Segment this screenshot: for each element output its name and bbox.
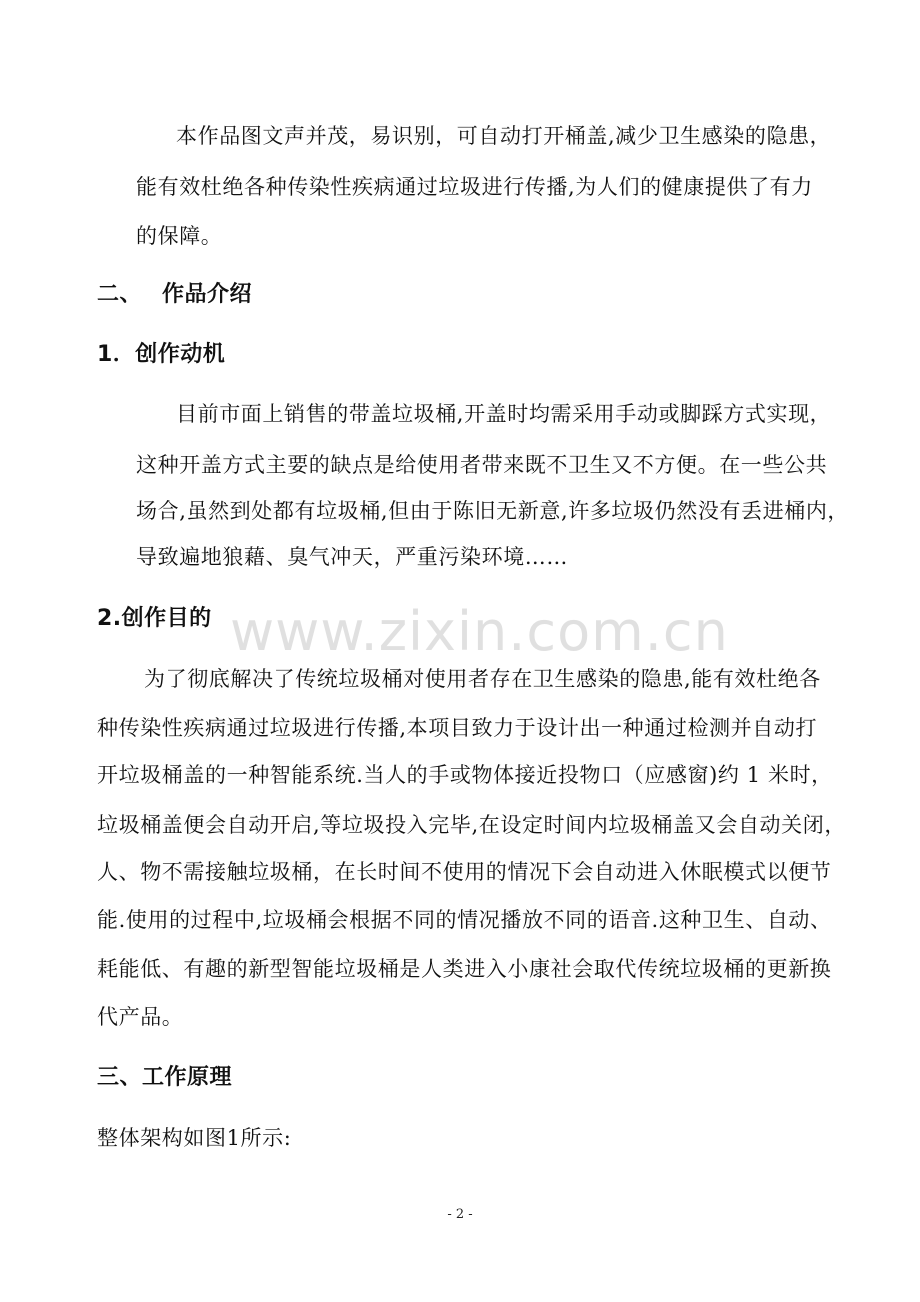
subsection-two-heading: 2.创作目的 xyxy=(97,606,212,631)
purpose-line-4: 垃圾桶盖便会自动开启,等垃圾投入完毕,在设定时间内垃圾桶盖又会自动关闭， xyxy=(97,813,846,837)
section-three-heading: 三、工作原理 xyxy=(97,1065,233,1090)
purpose-line-5: 人、物不需接触垃圾桶，在长时间不使用的情况下会自动进入休眠模式以便节 xyxy=(97,860,832,884)
subsection-one-heading: 1．创作动机 xyxy=(97,342,226,367)
intro-line-3: 的保障。 xyxy=(136,224,223,248)
motivation-line-1: 目前市面上销售的带盖垃圾桶,开盖时均需采用手动或脚踩方式实现， xyxy=(176,402,832,426)
motivation-line-2: 这种开盖方式主要的缺点是给使用者带来既不卫生又不方便。在一些公共 xyxy=(136,453,828,477)
intro-line-1: 本作品图文声并茂，易识别，可自动打开桶盖,减少卫生感染的隐患， xyxy=(176,124,832,148)
motivation-line-3: 场合,虽然到处都有垃圾桶,但由于陈旧无新意,许多垃圾仍然没有丢进桶内， xyxy=(136,499,850,523)
purpose-line-2: 种传染性疾病通过垃圾进行传播,本项目致力于设计出一种通过检测并自动打 xyxy=(97,716,818,740)
purpose-line-3: 开垃圾桶盖的一种智能系统.当人的手或物体接近投物口（应感窗)约 1 米时， xyxy=(97,763,833,787)
purpose-line-8: 代产品。 xyxy=(97,1005,184,1029)
page-number: - 2 - xyxy=(447,1207,473,1222)
purpose-line-7: 耗能低、有趣的新型智能垃圾桶是人类进入小康社会取代传统垃圾桶的更新换 xyxy=(97,957,832,981)
section-two-title: 作品介绍 xyxy=(162,282,253,307)
motivation-line-4: 导致遍地狼藉、臭气冲天，严重污染环境…… xyxy=(136,545,568,569)
section-three-body: 整体架构如图1所示: xyxy=(97,1126,292,1150)
intro-line-2: 能有效杜绝各种传染性疾病通过垃圾进行传播,为人们的健康提供了有力 xyxy=(136,175,813,199)
purpose-line-1: 为了彻底解决了传统垃圾桶对使用者存在卫生感染的隐患,能有效杜绝各 xyxy=(144,667,821,691)
purpose-line-6: 能.使用的过程中,垃圾桶会根据不同的情况播放不同的语音.这种卫生、自动、 xyxy=(97,908,832,932)
section-two-number: 二、 xyxy=(97,282,143,307)
watermark: www.zixin.com.cn xyxy=(230,600,729,663)
